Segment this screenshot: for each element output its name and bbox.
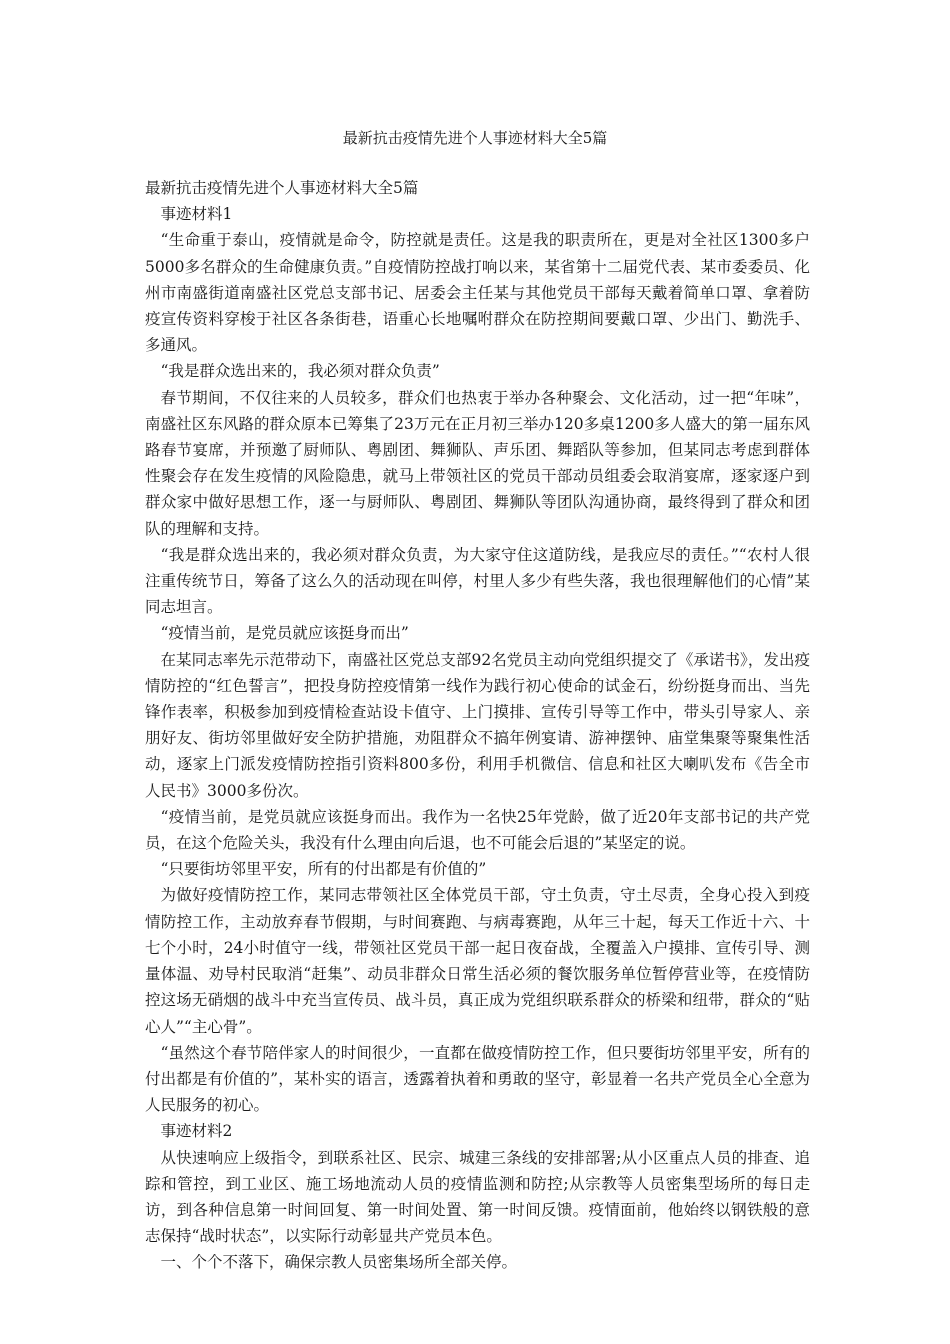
numbered-heading: 一、个个不落下，确保宗教人员密集场所全部关停。 [160, 1253, 518, 1272]
subheading: “我是群众选出来的，我必须对群众负责” [160, 362, 440, 381]
section-heading-material-2: 事迹材料2 [160, 1122, 233, 1141]
paragraph: 在某同志率先示范带动下，南盛社区党总支部92名党员主动向党组织提交了《承诺书》，发出疫情防控的“红色誓言”，把投身防控疫情第一线作为践行初心使命的试金石，纷纷挺身而出、当先锋作表率，积极参加到疫情检查站设卡值守、上门摸排、宣传引导等工作中，带头引导家人、亲朋好友、街坊邻里做好安全防护措施，劝阻群众不搞年例宴请、游神摆钟、庙堂集聚等聚集性活动，逐家上门派发疫情防控指引资料800多份，利用手机微信、信息和社区大喇叭发布《告全市人民书》3000多份次。 [145, 650, 810, 800]
paragraph: 从快速响应上级指令，到联系社区、民宗、城建三条线的安排部署;从小区重点人员的排查、追踪和管控，到工业区、施工场地流动人员的疫情监测和防控;从宗教等人员密集型场所的每日走访，到各种信息第一时间回复、第一时间处置、第一时间反馈。疫情面前，他始终以钢铁般的意志保持“战时状态”，以实际行动彰显共产党员本色。 [145, 1148, 810, 1246]
paragraph: “疫情当前，是党员就应该挺身而出。我作为一名快25年党龄，做了近20年支部书记的共产党员，在这个危险关头，我没有什么理由向后退，也不可能会后退的”某坚定的说。 [145, 807, 810, 853]
paragraph: “我是群众选出来的，我必须对群众负责，为大家守住这道防线，是我应尽的责任。”“农村人很注重传统节日，筹备了这么久的活动现在叫停，村里人多少有些失落，我也很理解他们的心情”某同志坦言。 [145, 545, 810, 617]
document-title: 最新抗击疫情先进个人事迹材料大全5篇 [342, 129, 608, 147]
paragraph: 为做好疫情防控工作，某同志带领社区全体党员干部，守土负责，守土尽责，全身心投入到疫情防控工作，主动放弃春节假期，与时间赛跑、与病毒赛跑，从年三十起，每天工作近十六、十七个小时，24小时值守一线，带领社区党员干部一起日夜奋战，全覆盖入户摸排、宣传引导、测量体温、劝导村民取消“赶集”、动员非群众日常生活必须的餐饮服务单位暂停营业等，在疫情防控这场无硝烟的战斗中充当宣传员、战斗员，真正成为党组织联系群众的桥梁和纽带，群众的“贴心人”“主心骨”。 [145, 886, 810, 1036]
subheading: “疫情当前，是党员就应该挺身而出” [160, 624, 409, 643]
subheading: “只要街坊邻里平安，所有的付出都是有价值的” [160, 860, 487, 879]
section-heading-material-1: 事迹材料1 [160, 205, 233, 224]
paragraph: “虽然这个春节陪伴家人的时间很少，一直都在做疫情防控工作，但只要街坊邻里平安，所有的付出都是有价值的”，某朴实的语言，透露着执着和勇敢的坚守，彰显着一名共产党员全心全意为人民服务的初心。 [145, 1043, 810, 1115]
document-body [145, 175, 810, 1276]
body-heading: 最新抗击疫情先进个人事迹材料大全5篇 [145, 179, 419, 197]
paragraph: 春节期间，不仅往来的人员较多，群众们也热衷于举办各种聚会、文化活动，过一把“年味”，南盛社区东风路的群众原本已筹集了23万元在正月初三举办120多桌1200多人盛大的第一届东风路春节宴席，并预邀了厨师队、粤剧团、舞狮队、声乐团、舞蹈队等参加，但某同志考虑到群体性聚会存在发生疫情的风险隐患，就马上带领社区的党员干部动员组委会取消宴席，逐家逐户到群众家中做好思想工作，逐一与厨师队、粤剧团、舞狮队等团队沟通协商，最终得到了群众和团队的理解和支持。 [145, 388, 810, 538]
paragraph: “生命重于泰山，疫情就是命令，防控就是责任。这是我的职责所在，更是对全社区1300多户5000多名群众的生命健康负责。”自疫情防控战打响以来，某省第十二届党代表、某市委委员、化州市南盛街道南盛社区党总支部书记、居委会主任某与其他党员干部每天戴着简单口罩、拿着防疫宣传资料穿梭于社区各条街巷，语重心长地嘱咐群众在防控期间要戴口罩、少出门、勤洗手、多通风。 [145, 231, 810, 355]
